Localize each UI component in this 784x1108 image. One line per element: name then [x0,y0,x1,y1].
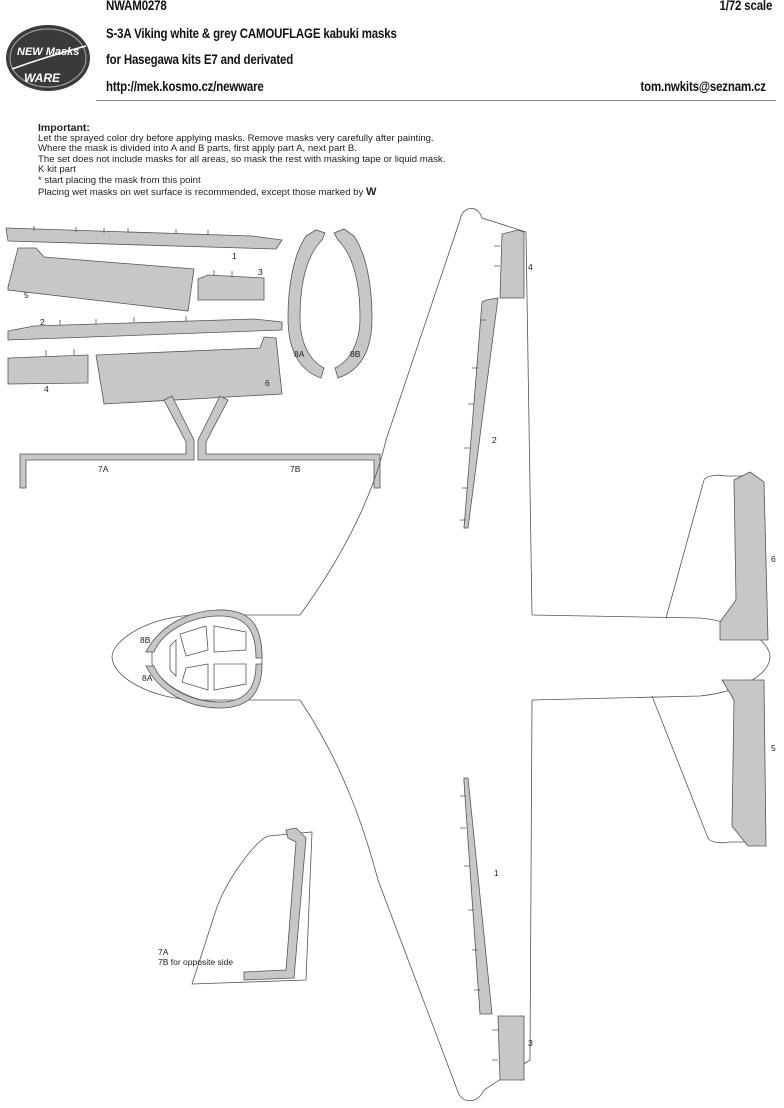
canopy-label-8a: 8A [142,673,153,683]
mask-part-4 [8,355,88,384]
part-label-5: 5 [24,290,29,300]
instruction-line: Where the mask is divided into A and B parts, first apply part A, next part B. [38,143,357,155]
part-label-6: 6 [265,378,270,388]
fin-mask [244,828,306,980]
logo-text-2: WARE [24,71,60,85]
product-subtitle: for Hasegawa kits E7 and derivated [106,51,294,67]
mask-sheet [6,226,380,488]
part-label-4: 4 [44,384,49,394]
mask-part-2 [8,319,282,340]
placement-label-1: 1 [494,868,499,878]
placed-masks [460,230,768,1080]
placed-mask-2 [464,298,498,528]
placed-mask-6 [720,472,768,640]
wing-lower-outline [300,700,532,1101]
part-label-3: 3 [258,267,263,277]
instructions-title: Important: [38,122,90,134]
mask-part-5 [8,248,194,311]
part-label-2: 2 [40,317,45,327]
email-link[interactable]: tom.nwkits@seznam.cz [640,78,766,94]
mask-part-7a [20,396,194,488]
logo-text-1: NEW Masks [17,46,80,58]
scale-label: 1/72 scale [719,0,772,13]
placement-label-2: 2 [492,435,497,445]
instruction-line: Placing wet masks on wet surface is recommended, except those marked by W [38,185,377,198]
fin-label-7b: 7B for opposite side [158,957,234,967]
placement-label-4: 4 [528,262,533,272]
instruction-line: The set does not include masks for all areas, so mask the rest with masking tape or liquid mask. [38,153,446,165]
part-label-8b: 8B [350,349,361,359]
placed-mask-1 [464,778,492,1014]
mask-part-1 [6,228,282,249]
instruction-line: K kit part [38,164,76,176]
mask-part-6 [96,337,282,404]
part-label-1: 1 [232,251,237,261]
placed-mask-3 [498,1016,524,1080]
part-label-7b: 7B [290,464,301,474]
product-title: S-3A Viking white & grey CAMOUFLAGE kabuki masks [106,25,397,41]
placed-mask-5 [722,680,766,846]
wet-mark: W [365,185,377,198]
part-label-7a: 7A [98,464,109,474]
placement-label-5: 5 [771,743,776,753]
part-label-8a: 8A [294,349,305,359]
instruction-line: Let the sprayed color dry before applying masks. Remove masks very carefully after painting. [38,132,434,144]
instruction-line: * start placing the mask from this point [38,174,201,186]
canopy-area [140,610,262,708]
placement-label-6: 6 [771,554,776,564]
canopy-label-8b: 8B [140,635,151,645]
fin-label-7a: 7A [158,947,169,957]
wing-upper-outline [300,208,532,615]
placement-label-3: 3 [528,1038,533,1048]
product-code: NWAM0278 [106,0,167,13]
mask-part-7b [198,396,380,488]
website-link[interactable]: http://mek.kosmo.cz/newware [106,78,264,94]
mask-part-3 [198,275,264,300]
vertical-fin [158,828,312,984]
placed-mask-4 [500,230,524,298]
